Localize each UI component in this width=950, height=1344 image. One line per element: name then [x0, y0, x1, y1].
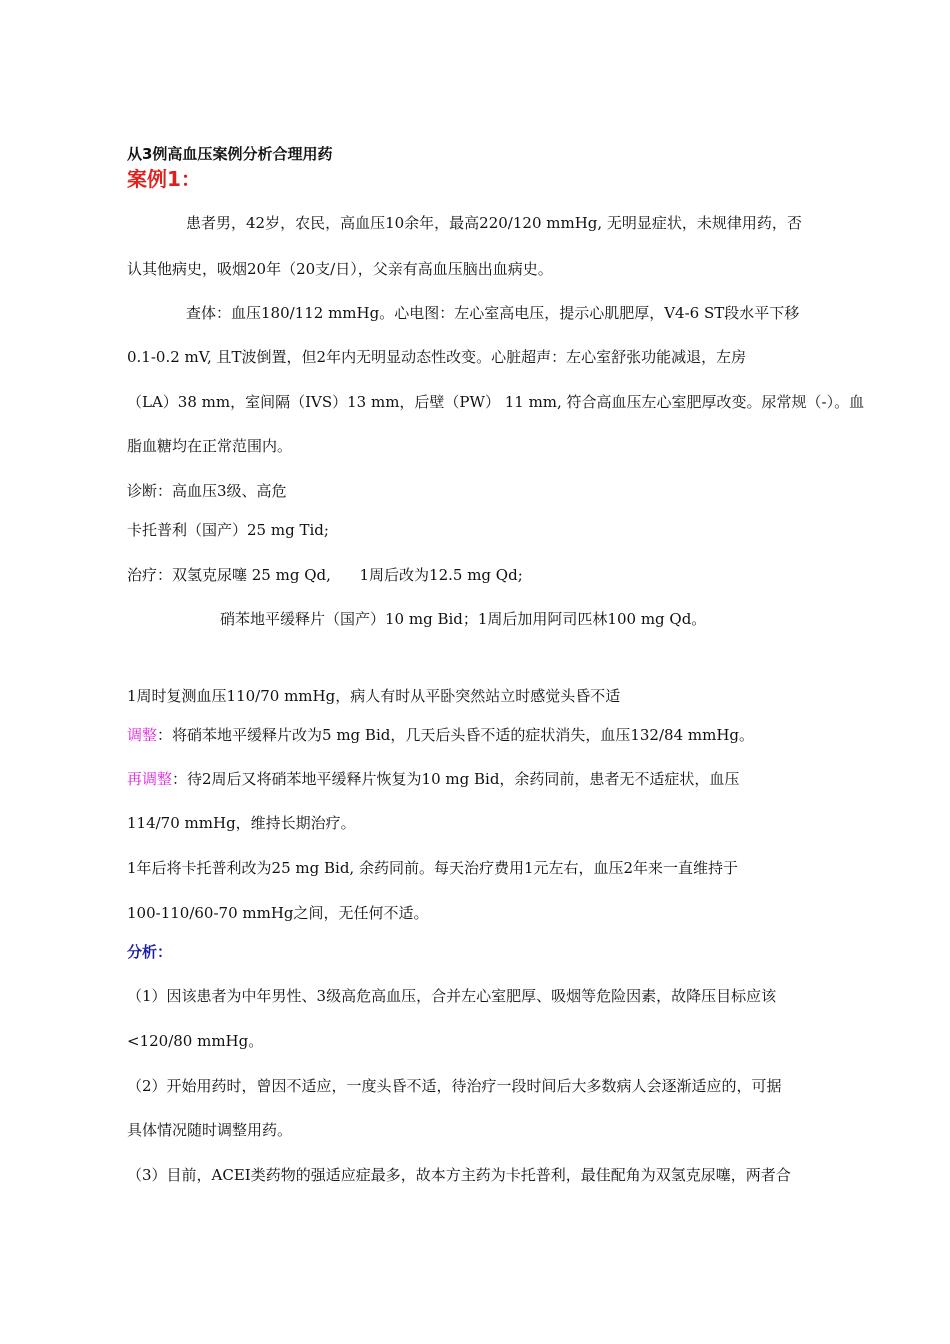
readjust-line-2: 114/70 mmHg，维持长期治疗。 — [127, 814, 356, 832]
readjust-line-1 — [127, 769, 739, 789]
exam-line-2: 0.1-0.2 mV, 且T波倒置，但2年内无明显动态性改变。心脏超声：左心室舒张功能减退，左房 — [127, 348, 747, 366]
case1-heading: 案例1： — [127, 167, 201, 191]
history-line-2: 认其他病史，吸烟20年（20支/日），父亲有高血压脑出血病史。 — [127, 260, 553, 278]
analysis-1-line-1: （1）因该患者为中年男性、3级高危高血压，合并左心室肥厚、吸烟等危险因素，故降压目标应该 — [127, 987, 777, 1005]
year-line-1: 1年后将卡托普利改为25 mg Bid, 余药同前。每天治疗费用1元左右，血压2年来一直维持于 — [127, 859, 739, 877]
exam-line-3: （LA）38 mm，室间隔（IVS）13 mm，后壁（PW） 11 mm, 符合高血压左心室肥厚改变。尿常规（-）。血 — [127, 393, 865, 411]
diagnosis-line: 诊断：高血压3级、高危 — [127, 482, 287, 500]
followup-line: 1周时复测血压110/70 mmHg，病人有时从平卧突然站立时感觉头昏不适 — [127, 687, 621, 705]
treatment-line-2: 硝苯地平缓释片（国产）10 mg Bid；1周后加用阿司匹林100 mg Qd。 — [220, 610, 707, 628]
adjust-label: 调整 — [127, 726, 158, 744]
analysis-2-line-2: 具体情况随时调整用药。 — [127, 1121, 293, 1139]
analysis-2-line-1: （2）开始用药时，曾因不适应，一度头昏不适，待治疗一段时间后大多数病人会逐渐适应的，可据 — [127, 1077, 782, 1095]
exam-line-1: 查体：血压180/112 mmHg。心电图：左心室高电压，提示心肌肥厚，V4-6 ST段水平下移 — [186, 304, 800, 322]
readjust-text-1: ：待2周后又将硝苯地平缓释片恢复为10 mg Bid，余药同前，患者无不适症状，血压 — [172, 770, 740, 788]
analysis-heading: 分析： — [127, 943, 173, 961]
analysis-1-line-2: <120/80 mmHg。 — [127, 1032, 264, 1050]
treatment-line-1: 治疗：双氢克尿噻 25 mg Qd, 1周后改为12.5 mg Qd; — [127, 566, 523, 584]
adjust-text: ：将硝苯地平缓释片改为5 mg Bid，几天后头昏不适的症状消失，血压132/84 mmHg。 — [157, 726, 755, 744]
readjust-label: 再调整 — [127, 770, 173, 788]
document-title: 从3例高血压案例分析合理用药 — [127, 145, 333, 163]
adjust-line — [127, 725, 754, 745]
history-line-1: 患者男，42岁，农民，高血压10余年，最高220/120 mmHg, 无明显症状，未规律用药，否 — [186, 214, 802, 232]
exam-line-4: 脂血糖均在正常范围内。 — [127, 437, 293, 455]
year-line-2: 100-110/60-70 mmHg之间，无任何不适。 — [127, 904, 429, 922]
drug-captopril-line: 卡托普利（国产）25 mg Tid; — [127, 521, 329, 539]
analysis-3-line-1: （3）目前，ACEI类药物的强适应症最多，故本方主药为卡托普利，最佳配角为双氢克尿噻，两者合 — [127, 1166, 791, 1184]
